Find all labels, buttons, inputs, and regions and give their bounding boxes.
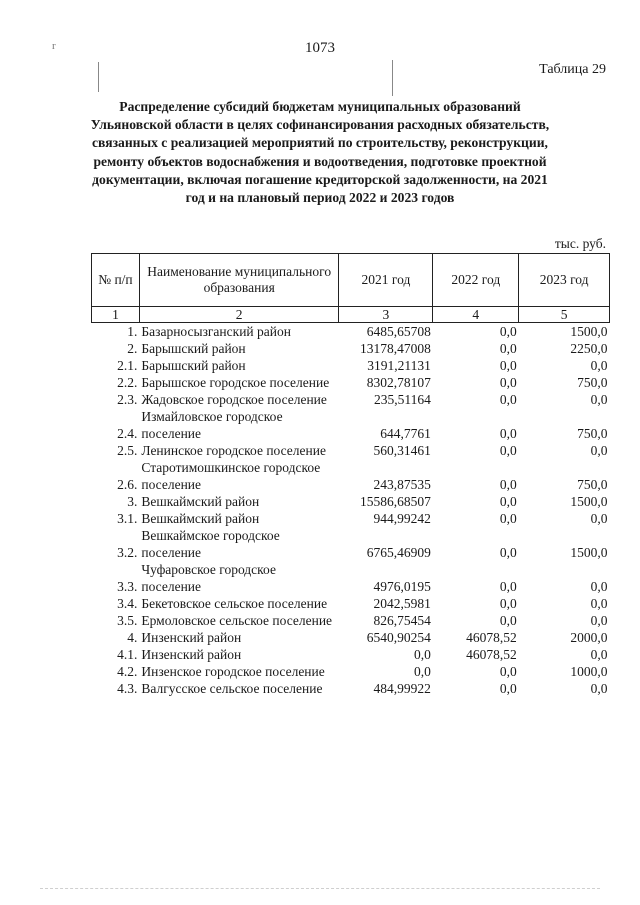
header-num: № п/п [92,254,140,307]
municipality-name: Вешкаймский район [141,511,260,526]
value-2021: 13178,47008 [360,341,431,356]
value-2021: 826,75454 [373,613,431,628]
municipality-name: Инзенский район [141,647,242,662]
row-number: 2.6. [117,477,138,492]
column-numbers-row [92,307,610,323]
value-2022: 0,0 [499,613,517,628]
municipality-name: Старотимошкинское городское поселение [141,460,321,492]
municipality-name: Инзенское городское поселение [141,664,325,679]
table-row [92,663,610,680]
value-2022: 0,0 [499,596,517,611]
municipality-name: Измайловское городское поселение [141,409,283,441]
value-2021: 0,0 [414,647,431,662]
row-number: 2.4. [117,426,138,441]
table-row [92,493,610,510]
value-2021: 0,0 [414,664,431,679]
value-2022: 0,0 [499,494,517,509]
municipality-name: Ленинское городское поселение [141,443,326,458]
table-row [92,595,610,612]
value-2021: 944,99242 [373,511,431,526]
table-row [92,357,610,374]
value-2022: 0,0 [499,443,517,458]
value-2023: 1500,0 [570,494,608,509]
table-row [92,646,610,663]
header-name: Наименование муниципального образования [139,254,339,307]
document-title: Распределение субсидий бюджетам муниципальных образований Ульяновской области в целях софинансирования расходных обязательств, связанных с реализацией мероприятий по строительству, реконструкции, ремонту объектов водоснабжения и водоотведения, подготовке проектной документации, включая погашение кредиторской задолженности, на 2021 год и на плановый период 2022 и 2023 годов [90,99,550,206]
value-2021: 484,99922 [373,681,431,696]
scan-tick [392,60,393,96]
row-number: 4.3. [117,681,138,696]
row-number: 3.4. [117,596,138,611]
value-2021: 15586,68507 [360,494,431,509]
value-2023: 0,0 [590,358,608,373]
subsidy-table [91,253,610,697]
value-2022: 0,0 [499,579,517,594]
value-2023: 0,0 [590,613,608,628]
scan-mark: r [52,40,56,52]
row-number: 3.1. [117,511,138,526]
table-row [92,680,610,697]
value-2023: 750,0 [577,477,608,492]
value-2021: 2042,5981 [373,596,431,611]
table-row [92,629,610,646]
value-2022: 0,0 [499,358,517,373]
column-number: 2 [139,307,339,323]
row-number: 3. [127,494,138,509]
row-number: 2.2. [117,375,138,390]
column-number: 1 [92,307,140,323]
scan-edge [40,888,600,890]
value-2021: 644,7761 [380,426,431,441]
table-row [92,340,610,357]
value-2021: 4976,0195 [373,579,431,594]
row-number: 3.2. [117,545,138,560]
municipality-name: Барышское городское поселение [141,375,330,390]
value-2022: 0,0 [499,426,517,441]
value-2021: 235,51164 [374,392,431,407]
municipality-name: Вешкаймский район [141,494,260,509]
value-2022: 0,0 [499,392,517,407]
value-2022: 0,0 [499,664,517,679]
value-2023: 2000,0 [570,630,608,645]
column-number: 4 [433,307,519,323]
row-number: 1. [127,324,138,339]
value-2021: 6485,65708 [366,324,431,339]
value-2022: 0,0 [499,511,517,526]
municipality-name: Барышский район [141,358,246,373]
table-row [92,459,610,493]
value-2023: 0,0 [590,596,608,611]
column-number: 3 [339,307,433,323]
value-2022: 0,0 [499,375,517,390]
municipality-name: Базарносызганский район [141,324,291,339]
value-2022: 46078,52 [466,647,517,662]
value-2022: 46078,52 [466,630,517,645]
row-number: 2. [127,341,138,356]
value-2023: 750,0 [577,426,608,441]
value-2023: 0,0 [590,579,608,594]
scan-tick [98,62,99,92]
value-2022: 0,0 [499,477,517,492]
value-2023: 2250,0 [570,341,608,356]
header-2022: 2022 год [433,254,519,307]
value-2023: 0,0 [590,647,608,662]
page-number: 1073 [305,40,335,56]
header-2023: 2023 год [519,254,610,307]
row-number: 2.3. [117,392,138,407]
units-label: тыс. руб. [554,236,606,251]
municipality-name: Жадовское городское поселение [141,392,327,407]
value-2021: 243,87535 [373,477,431,492]
municipality-name: Бекетовское сельское поселение [141,596,328,611]
row-number: 4. [127,630,138,645]
row-number: 2.1. [117,358,138,373]
value-2023: 1500,0 [570,545,608,560]
table-row [92,408,610,442]
row-number: 4.2. [117,664,138,679]
table-row [92,612,610,629]
value-2023: 750,0 [577,375,608,390]
table-row [92,442,610,459]
value-2022: 0,0 [499,341,517,356]
value-2021: 560,31461 [373,443,431,458]
value-2023: 0,0 [590,392,608,407]
value-2021: 6765,46909 [366,545,431,560]
value-2022: 0,0 [499,545,517,560]
value-2023: 0,0 [590,443,608,458]
value-2022: 0,0 [499,681,517,696]
municipality-name: Чуфаровское городское поселение [141,562,276,594]
table-row [92,374,610,391]
value-2023: 0,0 [590,511,608,526]
value-2023: 0,0 [590,681,608,696]
table-row [92,323,610,341]
row-number: 2.5. [117,443,138,458]
table-row [92,391,610,408]
row-number: 4.1. [117,647,138,662]
value-2023: 1000,0 [570,664,608,679]
municipality-name: Вешкаймское городское поселение [141,528,280,560]
row-number: 3.5. [117,613,138,628]
table-header-row [92,254,610,307]
table-row [92,561,610,595]
table-label: Таблица 29 [539,62,606,77]
column-number: 5 [519,307,610,323]
row-number: 3.3. [117,579,138,594]
value-2021: 8302,78107 [366,375,431,390]
municipality-name: Барышский район [141,341,246,356]
municipality-name: Ермоловское сельское поселение [141,613,333,628]
municipality-name: Валгусское сельское поселение [141,681,323,696]
municipality-name: Инзенский район [141,630,242,645]
value-2023: 1500,0 [570,324,608,339]
header-2021: 2021 год [339,254,433,307]
value-2021: 3191,21131 [367,358,431,373]
value-2021: 6540,90254 [366,630,431,645]
table-row [92,527,610,561]
table-row [92,510,610,527]
value-2022: 0,0 [499,324,517,339]
